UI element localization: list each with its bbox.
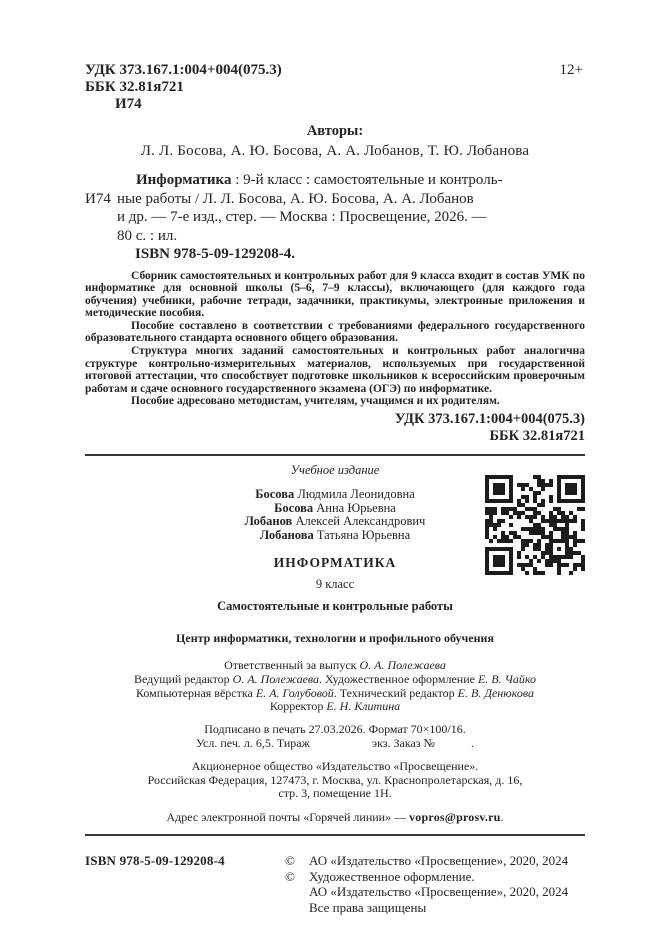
copyright-line — [285, 869, 585, 885]
divider-rule — [85, 834, 585, 836]
catalog-line: 80 с. : ил. — [117, 227, 178, 244]
annotation — [85, 270, 585, 409]
credits-block — [85, 659, 585, 714]
edition-section — [85, 463, 585, 825]
annotation-paragraph: Пособие адресовано методистам, учителям, учащимся и их родителям. — [131, 395, 500, 408]
udk-code: УДК 373.167.1:004+004(075.3) — [85, 62, 282, 78]
udk-code-footer: УДК 373.167.1:004+004(075.3) — [394, 411, 585, 428]
credit-person: Е. В. Денюкова — [457, 685, 534, 700]
print-run-label: Усл. печ. л. 6,5. Тираж — [196, 736, 310, 751]
print-info — [85, 723, 585, 751]
credit-person: О. А. Полежаева — [359, 658, 446, 673]
udk-footer — [85, 411, 585, 445]
print-info-line — [85, 737, 585, 751]
catalog-entry — [85, 171, 585, 264]
line-end-dot: . — [500, 810, 504, 825]
copyright-text: АО «Издательство «Просвещение», 2020, 2024 — [309, 853, 569, 869]
author-given-name: Татьяна Юрьевна — [313, 527, 411, 542]
bottom-block — [85, 853, 585, 915]
credit-role: Корректор — [269, 699, 327, 714]
annotation-paragraph: Структура многих заданий самостоятельных и контрольных работ аналогична структуре контрольно-измерительных материалов, используемых при государственной итоговой аттестации, что способствует подготовке школьников к всероссийским проверочным работам и сдаче основного государственного экзамена (ОГЭ) по информатике. — [85, 345, 585, 395]
isbn-bottom: ISBN 978-5-09-129208-4 — [85, 853, 225, 869]
copyright-line — [285, 884, 585, 900]
authors-list: Л. Л. Босова, А. Ю. Босова, А. А. Лобанов, Т. Ю. Лобанова — [140, 143, 530, 159]
publisher-block — [85, 760, 585, 801]
bbk-code: ББК 32.81я721 — [85, 79, 184, 95]
edition-title: ИНФОРМАТИКА — [273, 555, 397, 571]
author-surname: Лобанов — [244, 514, 293, 529]
catalog-code: И74 — [115, 96, 142, 112]
copyright-sign — [285, 900, 309, 916]
publisher-address: Российская Федерация, 127473, г. Москва, ул. Краснопролетарская, д. 16, — [147, 772, 523, 787]
annotation-paragraph: Пособие составлено в соответствии с требованиями федерального государственного образовательного стандарта основного общего образования. — [85, 319, 585, 345]
hotline-email: vopros@prosv.ru — [409, 810, 501, 825]
edition-subtitle: Самостоятельные и контрольные работы — [217, 599, 453, 614]
copyright-line — [285, 853, 585, 869]
age-rating-badge: 12+ — [559, 62, 583, 78]
credit-role: Компьютерная вёрстка — [136, 685, 256, 700]
order-label: экз. Заказ № — [371, 736, 435, 751]
credit-role: Ответственный за выпуск — [224, 658, 360, 673]
credit-person: Е. Н. Клитина — [326, 699, 401, 714]
hotline-email-line — [85, 810, 585, 825]
print-info-line: Подписано в печать 27.03.2026. Формат 70×100/16. — [204, 722, 466, 737]
qr-code — [485, 475, 585, 575]
publisher-name: Акционерное общество «Издательство «Просвещение». — [191, 758, 479, 773]
catalog-line — [117, 171, 585, 190]
edition-grade: 9 класс — [315, 577, 355, 592]
author-surname: Босова — [274, 500, 314, 515]
author-surname: Лобанова — [259, 527, 314, 542]
credit-role: Ведущий редактор — [133, 671, 233, 686]
copyright-block — [285, 853, 585, 915]
publishing-center: Центр информатики, технологии и профильного обучения — [176, 631, 494, 646]
classification-codes — [85, 62, 282, 113]
copyright-text: Все права защищены — [309, 899, 427, 915]
author-given-name: Людмила Леонидовна — [294, 487, 415, 502]
book-title: Информатика — [136, 172, 232, 188]
edition-type-label: Учебное издание — [290, 463, 380, 478]
line-end-dot: . — [471, 736, 474, 751]
divider-rule — [85, 454, 585, 456]
credit-role: . Технический редактор — [333, 685, 458, 700]
credits-line — [85, 700, 585, 714]
bbk-code-footer: ББК 32.81я721 — [489, 428, 585, 445]
copyright-line — [285, 900, 585, 916]
author-surname: Босова — [255, 487, 295, 502]
hotline-label: Адрес электронной почты «Горячей линии» — — [166, 810, 410, 825]
catalog-line: и др. — 7-е изд., стер. — Москва : Просвещение, 2026. — — [117, 209, 487, 225]
credits-line — [85, 673, 585, 687]
copyright-sign — [285, 884, 309, 900]
copyright-sign: © — [285, 853, 295, 869]
authors-heading: Авторы: — [306, 123, 364, 139]
credits-line — [85, 687, 585, 701]
credit-role: . Художественное оформление — [319, 671, 478, 686]
copyright-text: АО «Издательство «Просвещение», 2020, 2024 — [309, 884, 569, 900]
author-given-name: Анна Юрьевна — [313, 500, 396, 515]
credit-person: О. А. Полежаева — [232, 671, 320, 686]
credit-person: Е. В. Чайко — [477, 671, 537, 686]
annotation-paragraph: Сборник самостоятельных и контрольных работ для 9 класса входит в состав УМК по информатике для основной школы (5–6, 7–9 классы), включающего (для каждого года обучения) учебники, рабочие тетради, задачники, практикумы, электронные приложения и методические пособия. — [85, 269, 585, 320]
catalog-line: ные работы / Л. Л. Босова, А. Ю. Босова, А. А. Лобанов — [117, 190, 474, 207]
isbn-line: ISBN 978-5-09-129208-4. — [135, 246, 295, 262]
copyright-text: Художественное оформление. — [309, 868, 475, 884]
publisher-address: стр. 3, помещение 1Н. — [278, 786, 392, 801]
credits-line — [85, 659, 585, 673]
catalog-entry-code: И74 — [85, 190, 111, 207]
copyright-sign: © — [285, 868, 295, 884]
credit-person: Е. А. Голубовой — [255, 685, 334, 700]
header-row — [85, 62, 585, 113]
catalog-line-rest: : 9-й класс : самостоятельные и контроль- — [231, 172, 503, 188]
author-given-name: Алексей Александрович — [292, 514, 426, 529]
